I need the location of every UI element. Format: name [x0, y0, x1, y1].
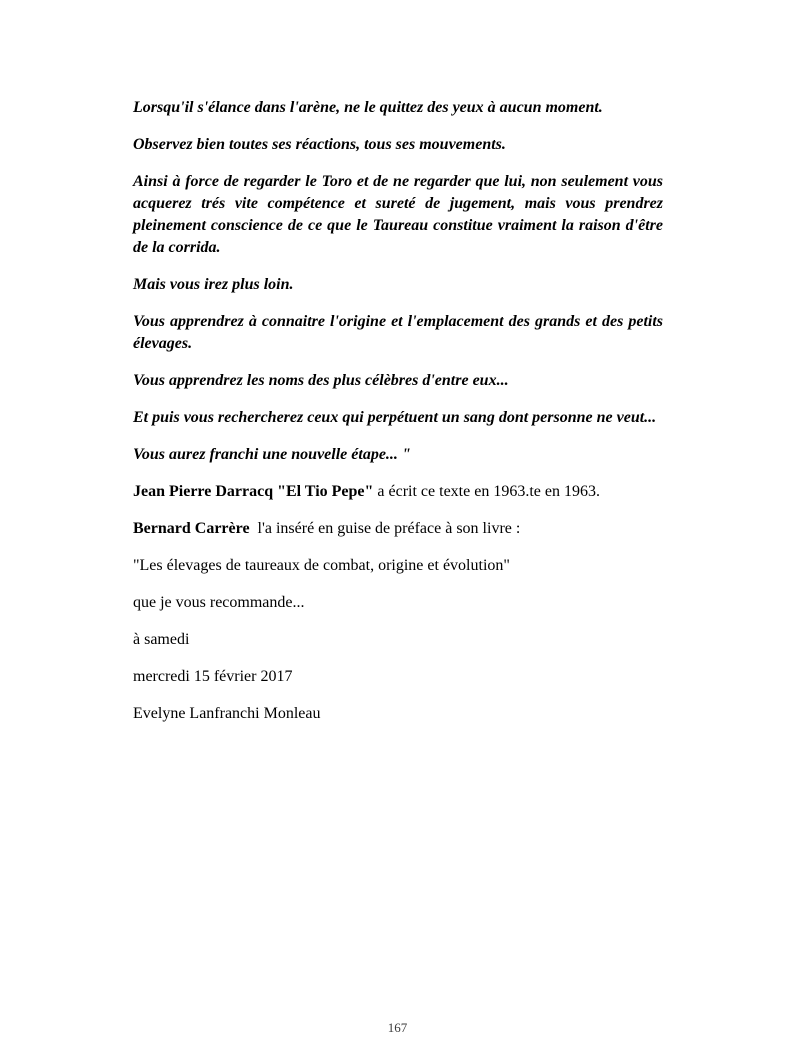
quote-paragraph: Ainsi à force de regarder le Toro et de ne regarder que lui, non seulement vous acquerez trés vite compétence et sureté de jugement, mais vous prendrez pleinement conscience de ce que le Taureau constitue vraiment la raison d'être de la corrida. — [133, 173, 663, 256]
attribution-paragraph — [133, 481, 663, 503]
quote-paragraph: Mais vous irez plus loin. — [133, 276, 294, 293]
quote-paragraph: Vous aurez franchi une nouvelle étape... " — [133, 446, 411, 463]
author-name: Jean Pierre Darracq "El Tio Pepe" — [133, 483, 374, 500]
page-content — [133, 97, 663, 740]
closing-paragraph: "Les élevages de taureaux de combat, origine et évolution" — [133, 557, 510, 574]
attribution-text: l'a inséré en guise de préface à son livre : — [249, 520, 521, 537]
quote-paragraph: Vous apprendrez les noms des plus célèbres d'entre eux... — [133, 372, 509, 389]
closing-paragraph: à samedi — [133, 631, 190, 648]
quote-paragraph: Lorsqu'il s'élance dans l'arène, ne le quittez des yeux à aucun moment. — [133, 99, 603, 116]
closing-paragraph: Evelyne Lanfranchi Monleau — [133, 705, 321, 722]
page-number: 167 — [387, 1020, 408, 1035]
attribution-paragraph — [133, 518, 663, 540]
quote-paragraph: Observez bien toutes ses réactions, tous ses mouvements. — [133, 136, 506, 153]
quote-paragraph: Et puis vous rechercherez ceux qui perpétuent un sang dont personne ne veut... — [133, 409, 657, 426]
attribution-text: a écrit ce texte en 1963.te en 1963. — [373, 483, 600, 500]
author-name: Bernard Carrère — [133, 520, 250, 537]
closing-paragraph: que je vous recommande... — [133, 594, 305, 611]
closing-paragraph: mercredi 15 février 2017 — [133, 668, 293, 685]
quote-paragraph: Vous apprendrez à connaitre l'origine et l'emplacement des grands et des petits élevages. — [133, 313, 663, 352]
